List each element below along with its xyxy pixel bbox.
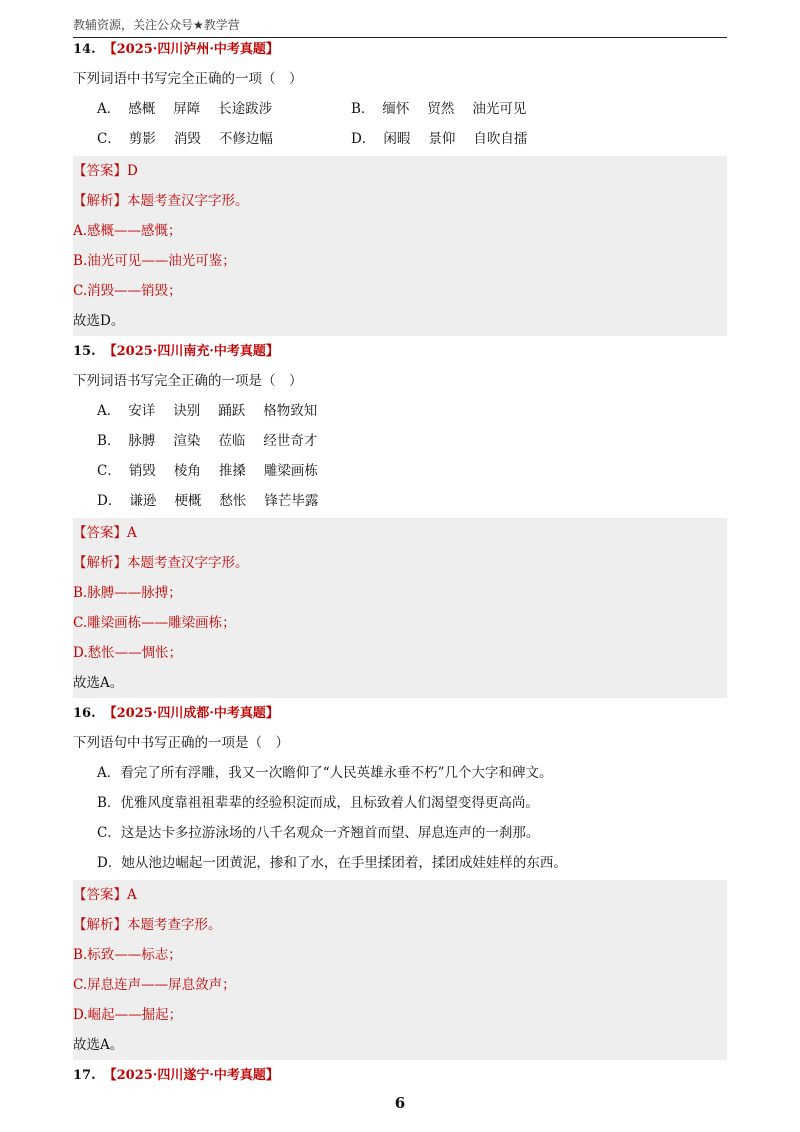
option-b: B． 脉膊 渲染 莅临 经世奇才 <box>97 433 318 449</box>
option-b: B． 缅怀 贸然 油光可见 <box>351 101 527 117</box>
question-source: 【2025·四川南充·中考真题】 <box>103 344 279 359</box>
answer-line: 【答案】A <box>73 887 137 903</box>
option-c: C．这是达卡多拉游泳场的八千名观众一齐翘首而望、屏息连声的一刹那。 <box>97 825 540 841</box>
analysis-line: 【解析】本题考查汉字字形。 <box>73 555 249 571</box>
question-number: 15. <box>73 344 96 359</box>
option-a: A．看完了所有浮雕，我又一次瞻仰了“人民英雄永垂不朽”几个大字和碑文。 <box>97 765 553 781</box>
correction-line: A.感概——感慨； <box>73 223 182 239</box>
answer-box <box>73 156 727 336</box>
option-a: A． 安详 诀别 踊跃 格物致知 <box>97 403 318 419</box>
correction-line: C.消毁——销毁； <box>73 283 182 299</box>
option-a: A． 感概 屏障 长途跋涉 <box>97 101 273 117</box>
answer-line: 【答案】D <box>73 163 138 179</box>
question-15-title <box>73 340 727 364</box>
option-d: D．她从池边崛起一团黄泥，掺和了水，在手里揉团着，揉团成娃娃样的东西。 <box>97 855 567 871</box>
question-stem: 下列词语中书写完全正确的一项（ ） <box>73 71 303 87</box>
correction-line: B.标致——标志； <box>73 947 182 963</box>
correction-line: D.崛起——掘起； <box>73 1007 183 1023</box>
correction-line: D.愁怅——惆怅； <box>73 645 183 661</box>
correction-line: C.屏息连声——屏息敛声； <box>73 977 236 993</box>
option-b: B．优雅风度靠祖祖辈辈的经验积淀而成，且标致着人们渴望变得更高尚。 <box>97 795 539 811</box>
document-content <box>73 38 727 1088</box>
correction-line: C.雕梁画栋——雕梁画栋； <box>73 615 236 631</box>
option-c: C． 销毁 棱角 推搡 雕梁画栋 <box>97 463 318 479</box>
option-row-cd <box>73 124 727 154</box>
correction-line: B.油光可见——油光可鉴； <box>73 253 236 269</box>
question-source: 【2025·四川成都·中考真题】 <box>103 706 279 721</box>
conclusion-line: 故选A。 <box>73 675 124 691</box>
question-number: 16. <box>73 706 96 721</box>
analysis-line: 【解析】本题考查字形。 <box>73 917 222 933</box>
answer-line: 【答案】A <box>73 525 137 541</box>
answer-box <box>73 880 727 1060</box>
correction-line: B.脉膊——脉搏； <box>73 585 182 601</box>
question-number: 17. <box>73 1068 96 1083</box>
question-stem: 下列词语书写完全正确的一项是（ ） <box>73 373 303 389</box>
page-number: 6 <box>394 1094 406 1112</box>
page-header: 教辅资源，关注公众号★教学营 <box>73 16 727 38</box>
question-14-title <box>73 38 727 62</box>
option-row-ab <box>73 94 727 124</box>
option-c: C． 剪影 消毁 不修边幅 <box>97 131 273 147</box>
option-d: D． 闲暇 景仰 自吹自擂 <box>351 131 528 147</box>
question-source: 【2025·四川泸州·中考真题】 <box>103 42 279 57</box>
answer-box <box>73 518 727 698</box>
option-d: D． 谦逊 梗概 愁怅 锋芒毕露 <box>97 493 319 509</box>
question-16-title <box>73 702 727 726</box>
question-17-title <box>73 1064 727 1088</box>
conclusion-line: 故选D。 <box>73 313 125 329</box>
question-source: 【2025·四川遂宁·中考真题】 <box>103 1068 279 1083</box>
question-number: 14. <box>73 42 96 57</box>
question-stem: 下列语句中书写正确的一项是（ ） <box>73 735 289 751</box>
conclusion-line: 故选A。 <box>73 1037 124 1053</box>
analysis-line: 【解析】本题考查汉字字形。 <box>73 193 249 209</box>
